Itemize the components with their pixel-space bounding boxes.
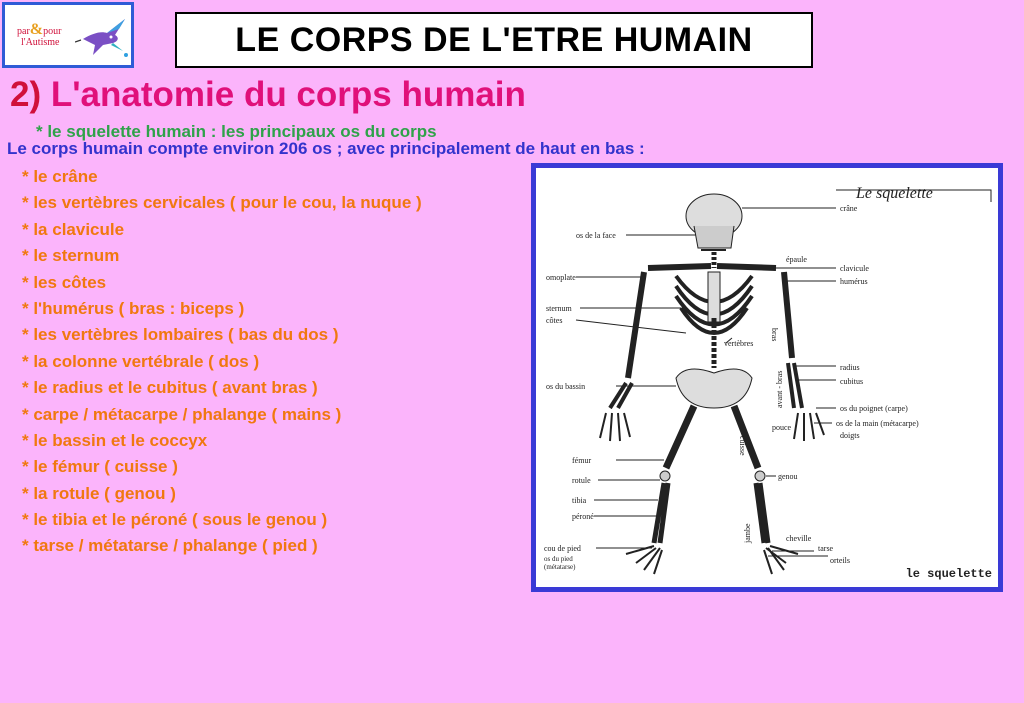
label-rotule: rotule [572,476,591,485]
label-avant-bras: avant - bras [775,370,784,408]
list-item: * le tibia et le péroné ( sous le genou ) [22,510,328,530]
list-item: * le crâne [22,167,98,186]
label-femur: fémur [572,456,592,465]
label-genou: genou [778,472,798,481]
intro-text: Le corps humain compte environ 206 os ; avec principalement de haut en bas : [7,139,645,158]
logo-text-top: par&pour [17,21,62,38]
list-item: * les vertèbres lombaires ( bas du dos ) [22,325,339,345]
list-item: * la colonne vertébrale ( dos ) [22,351,260,371]
label-tarse: tarse [818,544,834,553]
label-cubitus: cubitus [840,377,864,386]
label-os-pied: os du pied [544,555,573,563]
section-title: L'anatomie du corps humain [50,75,526,114]
label-metatarse: (métatarse) [544,563,576,571]
label-bras: bras [770,328,779,342]
label-poignet: os du poignet (carpe) [840,404,908,413]
skeleton-drawing [536,168,998,587]
page-title: LE CORPS DE L'ETRE HUMAIN [235,20,753,59]
label-perone: péroné [572,512,594,521]
label-omoplate: omoplate [546,273,576,282]
label-jambe: jambe [743,523,752,543]
list-item: * tarse / métatarse / phalange ( pied ) [22,536,318,556]
label-main: os de la main (métacarpe) [836,419,919,428]
label-tibia: tibia [572,496,587,505]
list-item: * les côtes [22,272,107,292]
label-crane: crâne [840,204,858,213]
list-item: * le sternum [22,246,120,266]
logo-text-bottom: l'Autisme [21,37,60,48]
label-doigts: doigts [840,431,860,440]
label-cheville: cheville [786,534,812,543]
page-title-box [175,12,813,68]
label-vertebres: vertèbres [724,339,754,348]
label-humerus: humérus [840,277,868,286]
label-bassin: os du bassin [546,382,586,391]
list-item: * carpe / métacarpe / phalange ( mains ) [22,404,342,424]
list-item: * le fémur ( cuisse ) [22,457,178,477]
section-heading [10,75,526,115]
label-cuisse: cuisse [738,436,747,456]
label-orteils: orteils [830,556,850,565]
figure-caption: le squelette [905,567,992,581]
label-face: os de la face [576,231,616,240]
section-number: 2) [10,75,42,114]
hummingbird-icon [75,11,131,63]
label-clavicule: clavicule [840,264,869,273]
bones-list [22,164,422,560]
label-sternum: sternum [546,304,572,313]
logo [2,2,134,68]
list-item: * la clavicule [22,219,125,239]
list-item: * l'humérus ( bras : biceps ) [22,298,245,318]
list-item: * les vertèbres cervicales ( pour le cou, la nuque ) [22,193,422,213]
label-epaule: épaule [786,255,807,264]
label-cou-pied: cou de pied [544,544,581,553]
list-item: * la rotule ( genou ) [22,483,176,503]
list-item: * le radius et le cubitus ( avant bras ) [22,378,318,398]
label-cotes: côtes [546,316,563,325]
subtitle: * le squelette humain : les principaux os du corps [36,122,437,141]
figure-heading: Le squelette [856,185,933,202]
label-pouce: pouce [772,423,792,432]
label-radius: radius [840,363,860,372]
list-item: * le bassin et le coccyx [22,430,208,450]
skeleton-figure [531,163,1003,592]
